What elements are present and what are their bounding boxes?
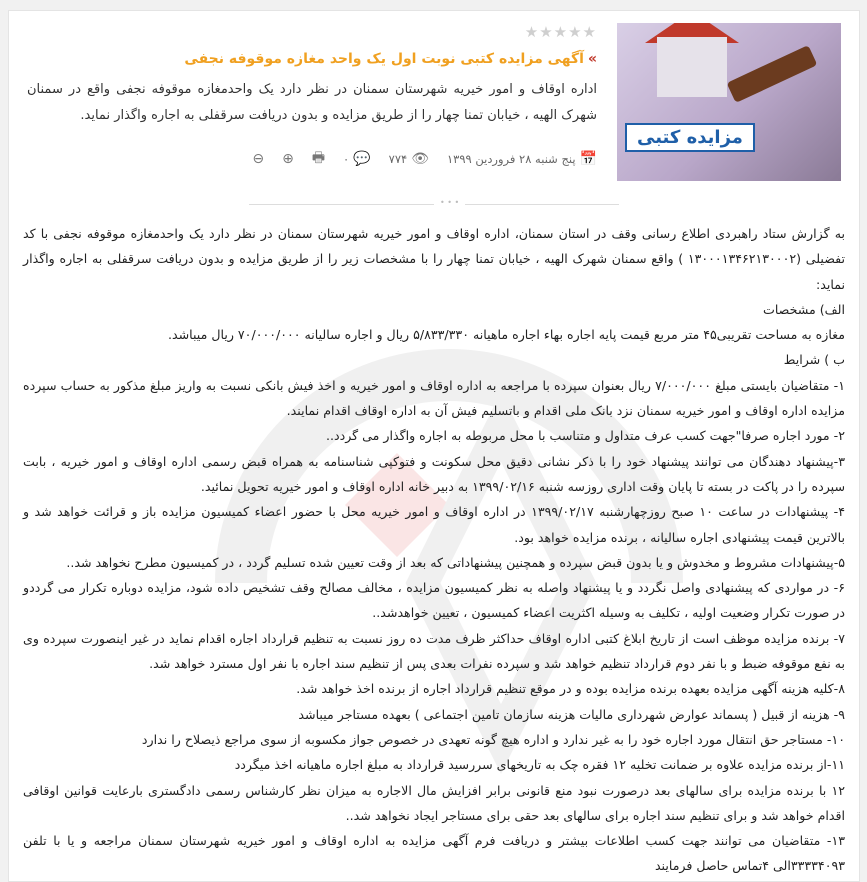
print-icon[interactable]: 🖶 (311, 150, 326, 166)
article-title[interactable] (27, 51, 597, 67)
views (389, 151, 429, 167)
views-count: ۷۷۴ (388, 152, 408, 166)
condition-item: ۱- متقاضیان بایستی مبلغ ۷/۰۰۰/۰۰۰ ریال بعنوان سپرده با مراجعه به اداره اوقاف و امور خیریه و اخذ فیش بانکی نسبت به واریز مبلغ مذکور به حساب سپرده مزایده اداره اوقاف و امور خیریه سمنان نزد بانک ملی اقدام و باتسلیم فیش آن به اداره اوقاف اقدام نمایند. (23, 377, 845, 419)
condition-item: ۴- پیشنهادات در ساعت ۱۰ صبح روزچهارشنبه ۱۳۹۹/۰۲/۱۷ در اداره اوقاف و امور خیریه محل با حضور اعضاء کمیسیون مزایده باز و قرائت خواهد شد و بالاترین قیمت پیشنهادی اجاره سالیانه ، برنده مزایده خواهد بود. (23, 504, 845, 545)
condition-item: ۲- مورد اجاره صرفا"جهت کسب عرف متداول و متناسب با محل مربوطه به اجاره واگذار می گردد.. (325, 428, 845, 444)
house-graphic (657, 37, 727, 97)
article-header (27, 23, 597, 171)
condition-item: ۸-کلیه هزینه آگهی مزایده بعهده برنده مزایده بوده و در موقع تنظیم قرارداد اجاره از برنده اخذ خواهد شد. (296, 681, 845, 697)
condition-item: ۱۰- مستاجر حق انتقال مورد اجاره خود را به غیر ندارد و اداره هیچ گونه تعهدی در خصوص جواز مکسوبه از سوی مراجع ذیصلاح را ندارد (141, 731, 845, 747)
condition-item: ۱۱-از برنده مزایده علاوه بر ضمانت تخلیه ۱۲ فقره چک به تاریخهای سررسید قرارداد به مبلغ اجاره ماهیانه اخذ میگردد (234, 757, 845, 773)
condition-item: ۷- برنده مزایده موظف است از تاریخ ابلاغ کتبی اداره اوقاف حداکثر ظرف مدت ده روز نسبت به تنظیم قرارداد اجاره اقدام نماید در غیر اینصورت سپرده وی به نفع موقوفه ضبط و با نفر دوم قرارداد تنظیم خواهد شد و سپرده نفرات بعدی پس از تنظیم سند اجاره با نفر اول مسترد خواهد شد. (23, 630, 845, 672)
condition-item: ۳-پیشنهاد دهندگان می توانند پیشنهاد خود را با ذکر نشانی دقیق محل سکونت و فتوکپی شناسنامه به همراه قبض رسمی اداره اوقاف و امور خیریه ، بابت سپرده را در پاکت در بسته تا پایان وقت اداری روزسه شنبه ۱۳۹۹/۰۲/۱۶ به دبیر خانه اداره اوقاف و امور خیریه تحویل نمائید. (23, 453, 845, 494)
gavel-graphic (727, 45, 818, 103)
eye-icon: 👁 (411, 151, 429, 167)
article-card (8, 10, 860, 882)
paragraph: مغازه به مساحت تقریبی۴۵ متر مربع قیمت پایه اجاره بهاء اجاره ماهیانه ۵/۸۳۳/۳۳۰ ریال و اجاره سالیانه ۷۰/۰۰۰/۰۰۰ ریال میباشد. (167, 327, 845, 343)
title-marker: » (587, 51, 597, 67)
comments-count: ۰ (343, 152, 350, 166)
section-heading: الف) مشخصات (762, 301, 845, 317)
image-label: مزایده کتبی (625, 123, 755, 152)
condition-item: ۱۳- متقاضیان می توانند جهت کسب اطلاعات بیشتر و دریافت فرم آگهی مزایده به اداره اوقاف و امور خیریه شهرستان سمنان مراجعه و یا با تلفن ۳۳۳۳۴۰۹۳الی ۴تماس حاصل فرمایند (23, 833, 845, 874)
comment-icon[interactable]: 💬 (353, 151, 371, 167)
zoom-out-icon[interactable]: ⊖ (252, 151, 265, 167)
date-text: پنج شنبه ۲۸ فروردین ۱۳۹۹ (446, 152, 576, 166)
comments[interactable] (343, 151, 371, 167)
article-lead: اداره اوقاف و امور خیریه شهرستان سمنان در نظر دارد یک واحدمغازه موقوفه نجفی واقع در سمنان شهرک الهیه ، خیابان تمنا چهار را از طریق مزایده و بدون دریافت سرقفلی به اجاره واگذار نماید. (27, 82, 597, 123)
paragraph: به گزارش ستاد راهبردی اطلاع رسانی وقف در استان سمنان، اداره اوقاف و امور خیریه شهرستان سمنان در نظر دارد یک واحدمغازه موقوفه نجفی با کد تفضیلی (۱۳۰۰۰۱۳۴۶۲۱۳۰۰۰۲ ) واقع سمنان شهرک الهیه ، خیابان تمنا چهار را با مشخصات زیر را از طریق مزایده و بدون دریافت سرقفلی به اجاره واگذار نماید: (23, 226, 845, 292)
zoom-in-icon[interactable]: ⊕ (282, 151, 294, 167)
title-text[interactable]: آگهی مزایده کتبی نوبت اول یک واحد مغازه موقوفه نجفی (184, 51, 584, 67)
condition-item: ۶- در مواردی که پیشنهادی واصل نگردد و یا پیشنهاد واصله به نظر کمیسیون مزایده ، مخالف مصالح وقف تشخیص داده شود، مزایده دوباره تکرار می گرددو در صورت تکرار وضعیت اولیه ، تکلیف به وسیله اکثریت اعضاء کمیسیون ، تعیین خواهدشد.. (23, 580, 845, 621)
article-meta (27, 147, 597, 171)
date (447, 151, 597, 167)
calendar-icon: 📅 (579, 151, 597, 167)
rating-stars[interactable]: ★★★★★ (524, 23, 597, 41)
article-image[interactable] (617, 23, 841, 181)
condition-item: ۵-پیشنهادات مشروط و مخدوش و یا بدون قبض سپرده و همچنین پیشنهاداتی که بعد از وقت تعیین شده تسلیم گردد ، در کمیسیون مطرح نخواهد شد.. (66, 554, 845, 570)
condition-item: ۱۲ با برنده مزایده برای سالهای بعد درصورت نبود منع قانونی برابر افزایش مال الاجاره به میزان نظر کارشناس رسمی دادگستری بارعایت قوانین اوقافی اقدام خواهد شد و برای تنظیم سند اجاره برای سالهای بعد حقی برای مستاجر ایجاد نخواهد شد.. (23, 782, 845, 823)
divider (249, 198, 619, 207)
section-heading: ب ) شرایط (783, 352, 845, 368)
condition-item: ۹- هزینه از قبیل ( پسماند عوارض شهرداری مالیات هزینه سازمان تامین اجتماعی ) بعهده مستاجر میباشد (298, 706, 845, 722)
divider-dots: • • • (434, 198, 465, 207)
article-body (23, 221, 845, 879)
